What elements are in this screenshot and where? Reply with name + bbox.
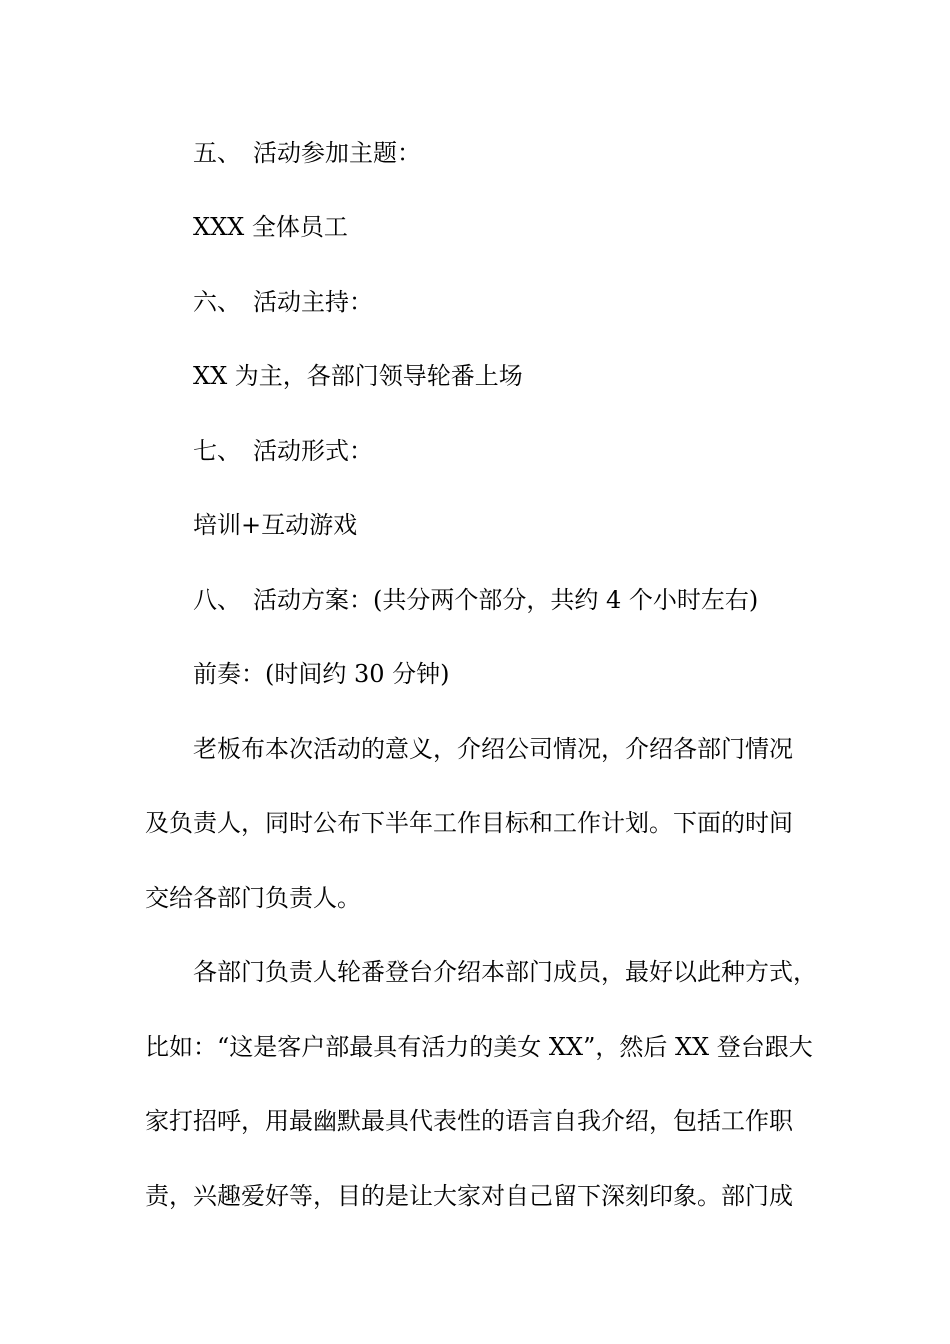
section-body-6: XX 为主，各部门领导轮番上场 xyxy=(193,362,523,390)
section-number: 六、 xyxy=(193,288,241,316)
section-heading-8 xyxy=(193,585,758,615)
paragraph-line: 责，兴趣爱好等，目的是让大家对自己留下深刻印象。部门成 xyxy=(145,1182,793,1210)
section-title: 活动方案：(共分两个部分，共约 4 个小时左右) xyxy=(253,586,759,614)
paragraph-line: 家打招呼，用最幽默最具代表性的语言自我介绍，包括工作职 xyxy=(145,1107,793,1135)
paragraph-line: 及负责人，同时公布下半年工作目标和工作计划。下面的时间 xyxy=(145,809,793,837)
section-heading-6 xyxy=(193,287,373,317)
section-heading-5 xyxy=(193,138,421,168)
subsection-heading-prelude: 前奏：(时间约 30 分钟) xyxy=(193,660,450,688)
section-number: 五、 xyxy=(193,139,241,167)
section-title: 活动参加主题： xyxy=(253,139,421,167)
paragraph-line: 老板布本次活动的意义，介绍公司情况，介绍各部门情况 xyxy=(193,735,793,763)
paragraph-line: 交给各部门负责人。 xyxy=(145,884,361,912)
section-body-7: 培训+互动游戏 xyxy=(193,511,358,539)
section-number: 七、 xyxy=(193,437,241,465)
section-heading-7 xyxy=(193,436,373,466)
section-title: 活动形式： xyxy=(253,437,373,465)
section-number: 八、 xyxy=(193,586,241,614)
section-title: 活动主持： xyxy=(253,288,373,316)
paragraph-line: 比如：“这是客户部最具有活力的美女 XX”，然后 XX 登台跟大 xyxy=(145,1033,813,1061)
paragraph-line: 各部门负责人轮番登台介绍本部门成员，最好以此种方式， xyxy=(193,958,817,986)
section-body-5: XXX 全体员工 xyxy=(193,213,348,241)
